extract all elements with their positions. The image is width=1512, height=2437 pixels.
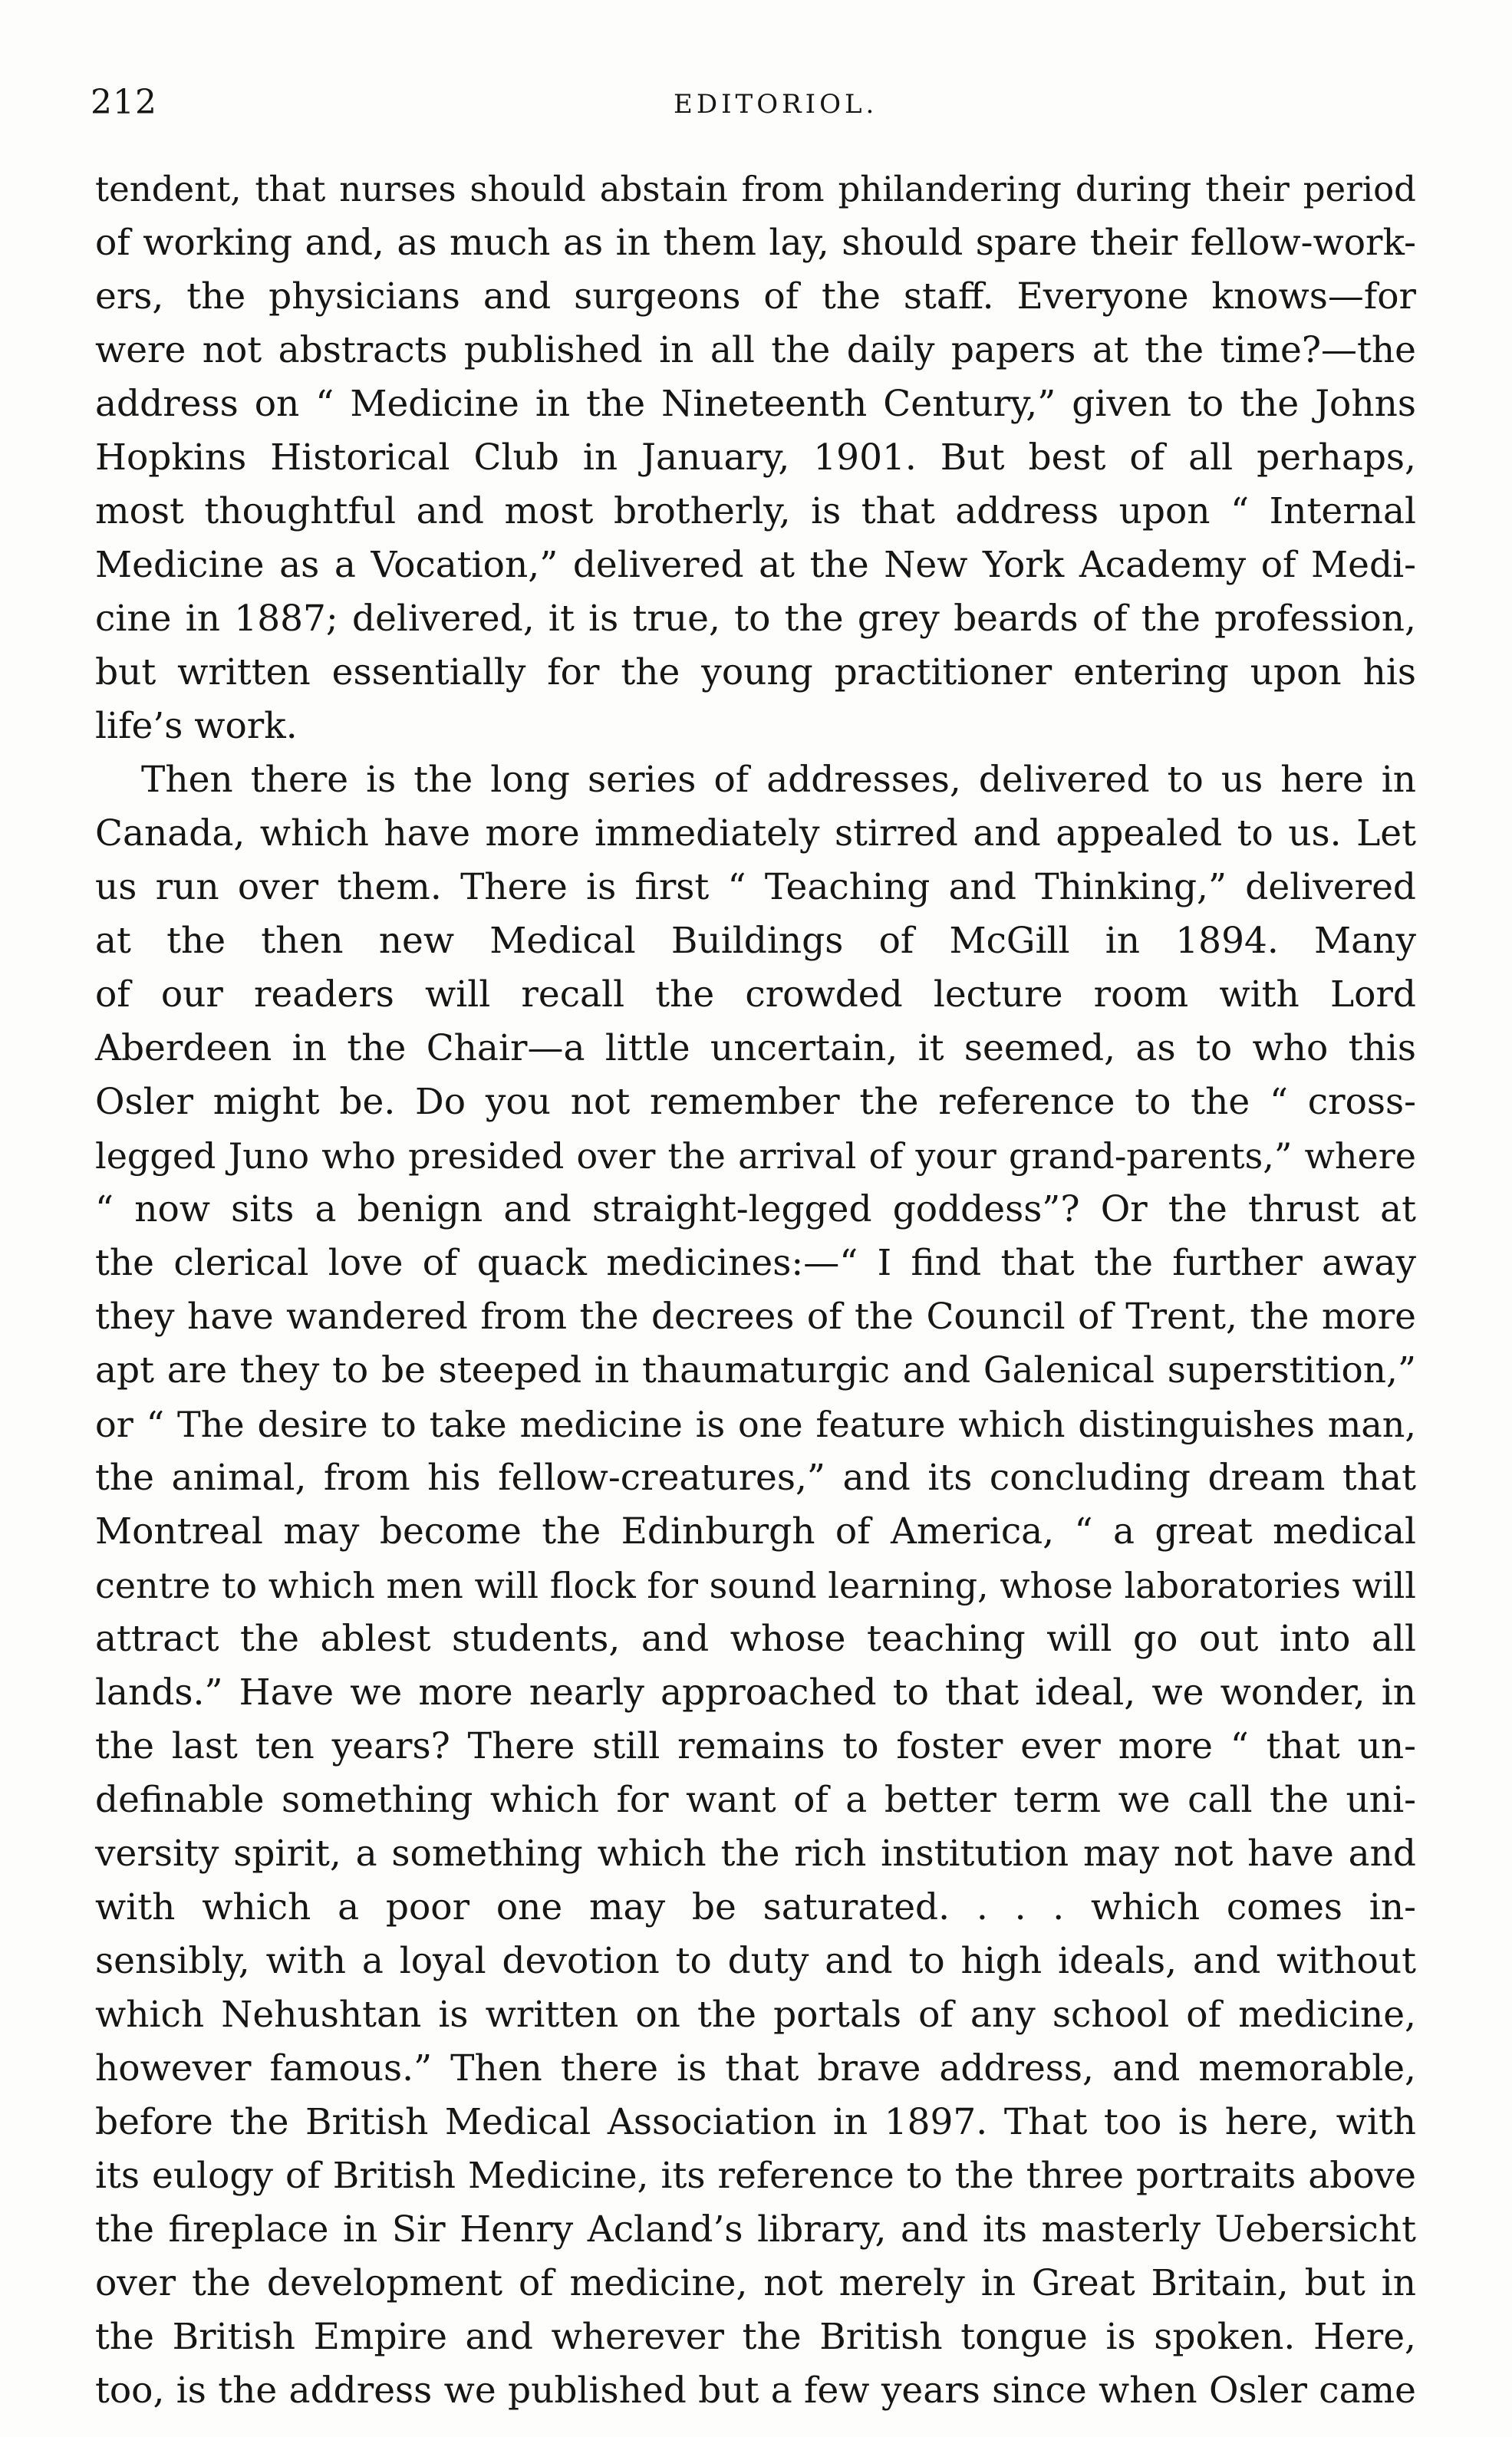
- text-line: the last ten years? There still remains to foster ever more “ that un-: [95, 1725, 1416, 1767]
- text-line: too, is the address we published but a few years since when Osler came: [95, 2369, 1416, 2412]
- text-line: apt are they to be steeped in thaumaturgic and Galenical superstition,”: [95, 1349, 1416, 1391]
- text-line: Aberdeen in the Chair—a little uncertain, it seemed, as to who this: [95, 1027, 1416, 1069]
- page-number: 212: [91, 83, 157, 122]
- text-line: life’s work.: [95, 705, 298, 747]
- text-line: centre to which men will flock for sound learning, whose laboratories will: [95, 1565, 1416, 1606]
- text-line: of our readers will recall the crowded lecture room with Lord: [95, 973, 1416, 1016]
- text-line: legged Juno who presided over the arrival of your grand-parents,” where: [95, 1135, 1416, 1177]
- text-line: lands.” Have we more nearly approached to that ideal, we wonder, in: [95, 1671, 1416, 1714]
- text-line: before the British Medical Association in 1897. That too is here, with: [95, 2101, 1416, 2143]
- text-line: Medicine as a Vocation,” delivered at the New York Academy of Medi-: [95, 544, 1416, 586]
- text-line: Canada, which have more immediately stirred and appealed to us. Let: [95, 812, 1416, 855]
- text-line: over the development of medicine, not merely in Great Britain, but in: [95, 2262, 1416, 2304]
- text-line: they have wandered from the decrees of the Council of Trent, the more: [95, 1296, 1416, 1338]
- text-line: of working and, as much as in them lay, should spare their fellow-work-: [95, 222, 1416, 264]
- running-title: EDITORIOL.: [674, 89, 878, 120]
- text-line: the fireplace in Sir Henry Acland’s library, and its masterly Uebersicht: [95, 2208, 1416, 2251]
- text-line: the clerical love of quack medicines:—“ I find that the further away: [95, 1242, 1416, 1284]
- text-line: its eulogy of British Medicine, its reference to the three portraits above: [95, 2155, 1416, 2197]
- text-line: cine in 1887; delivered, it is true, to the grey beards of the profession,: [95, 598, 1416, 640]
- text-line: the British Empire and wherever the British tongue is spoken. Here,: [95, 2316, 1416, 2358]
- text-line: at the then new Medical Buildings of McGill in 1894. Many: [95, 920, 1416, 962]
- text-line: versity spirit, a something which the rich institution may not have and: [95, 1833, 1416, 1875]
- text-line: “ now sits a benign and straight-legged goddess”? Or the thrust at: [95, 1188, 1416, 1230]
- text-line: Montreal may become the Edinburgh of America, “ a great medical: [95, 1510, 1416, 1553]
- text-line: or “ The desire to take medicine is one feature which distinguishes man,: [95, 1404, 1416, 1445]
- text-line: but written essentially for the young practitioner entering upon his: [95, 651, 1416, 693]
- text-line: attract the ablest students, and whose teaching will go out into all: [95, 1618, 1416, 1660]
- text-line: with which a poor one may be saturated. . . . which comes in-: [95, 1886, 1416, 1928]
- text-line: Then there is the long series of addresses, delivered to us here in: [141, 759, 1416, 801]
- text-line: sensibly, with a loyal devotion to duty and to high ideals, and without: [95, 1940, 1416, 1982]
- page-header: [91, 83, 1410, 129]
- text-line: which Nehushtan is written on the portals of any school of medicine,: [95, 1994, 1416, 2036]
- text-line: us run over them. There is first “ Teaching and Thinking,” delivered: [95, 866, 1416, 908]
- text-line: most thoughtful and most brotherly, is that address upon “ Internal: [95, 490, 1416, 532]
- text-line: ers, the physicians and surgeons of the staff. Everyone knows—for: [95, 275, 1416, 318]
- text-line: address on “ Medicine in the Nineteenth Century,” given to the Johns: [95, 383, 1416, 425]
- text-line: tendent, that nurses should abstain from philandering during their period: [95, 169, 1416, 209]
- text-line: were not abstracts published in all the daily papers at the time?—the: [95, 329, 1416, 371]
- text-line: definable something which for want of a better term we call the uni-: [95, 1779, 1416, 1821]
- text-line: however famous.” Then there is that brave address, and memorable,: [95, 2047, 1416, 2090]
- body-text: [95, 163, 1416, 2418]
- text-line: the animal, from his fellow-creatures,” and its concluding dream that: [95, 1457, 1416, 1499]
- text-line: Osler might be. Do you not remember the reference to the “ cross-: [95, 1081, 1416, 1123]
- text-line: Hopkins Historical Club in January, 1901. But best of all perhaps,: [95, 436, 1416, 479]
